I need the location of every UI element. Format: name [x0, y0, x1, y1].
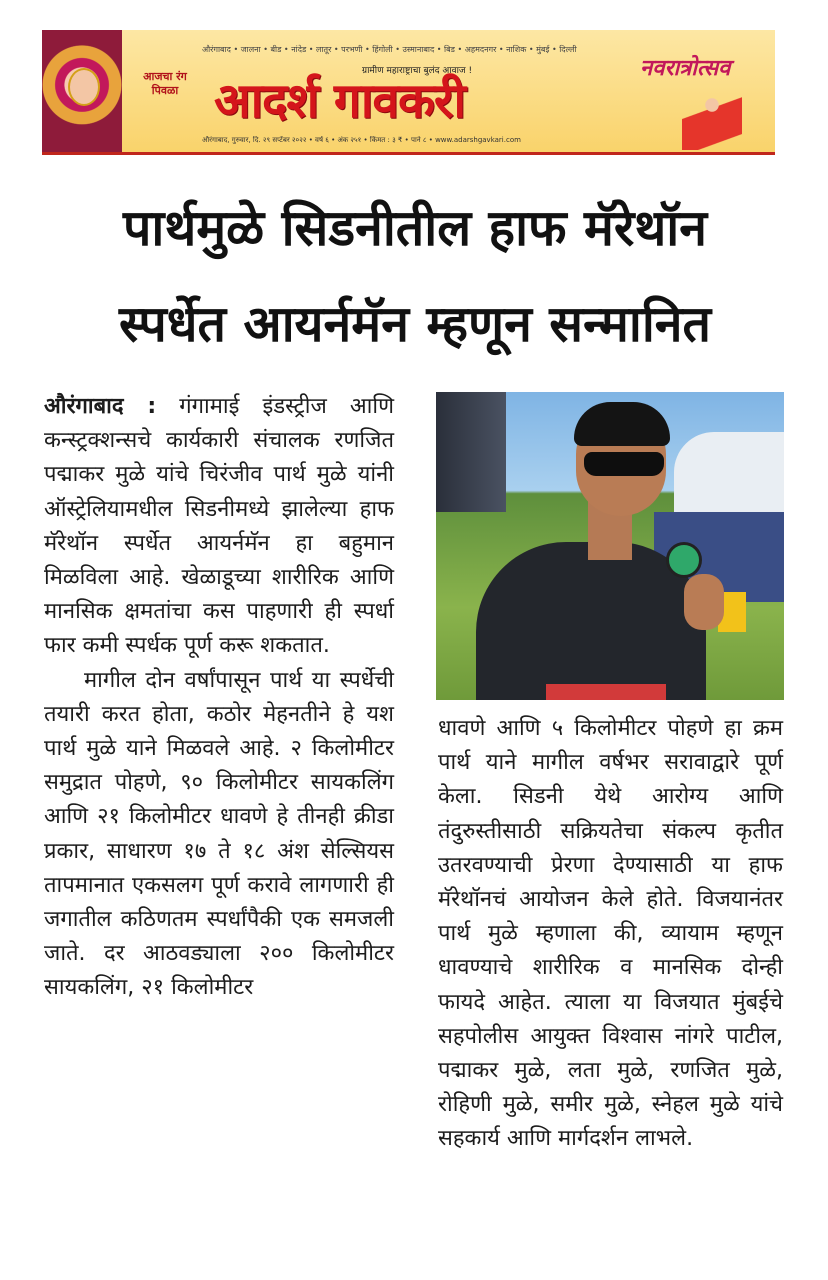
- article-paragraph-2: मागील दोन वर्षांपासून पार्थ या स्पर्धेची तयारी करत होता, कठोर मेहनतीने हे यश पार्थ मुळे याने मिळवले आहे. २ किलोमीटर समुद्रात पोहणे, ९० किलोमीटर सायकलिंग आणि २१ किलोमीटर धावणे हे तीनही क्रीडा प्रकार, साधारण १७ ते १८ अंश सेल्सियस तापमानात एकसलग पूर्ण करावे लागणारी ही जगातील कठिणतम स्पर्धांपैकी एक समजली जाते. दर आठवड्याला २०० किलोमीटर सायकलिंग, २१ किलोमीटर: [44, 667, 394, 1001]
- festival-logo: नवरात्रोत्सव: [640, 56, 731, 81]
- article-paragraph-1: [44, 390, 394, 664]
- article-paragraph-3: धावणे आणि ५ किलोमीटर पोहणे हा क्रम पार्थ याने मागील वर्षभर सरावाद्वारे पूर्ण केला. सिडनी येथे आरोग्य आणि तंदुरुस्तीसाठी सक्रियतेचा संकल्प कृतीत उतरवण्याची प्रेरणा देण्यासाठी या हाफ मॅरेथॉनचं आयोजन केले होते. विजयानंतर पार्थ मुळे म्हणाला की, व्यायाम म्हणून धावण्याचे शारीरिक व मानसिक दोन्ही फायदे आहेत. त्याला या विजयात मुंबईचे सहपोलीस आयुक्त विश्वास नांगरे पाटील, पद्माकर मुळे, लता मुळे, रणजित मुळे, रोहिणी मुळे, समीर मुळे, स्नेहल मुळे यांचे सहकार्य आणि मार्गदर्शन लाभले.: [438, 716, 783, 1152]
- color-of-the-day: आजचा रंग पिवळा: [143, 70, 187, 97]
- article-headline: [30, 180, 800, 372]
- article-dateline: औरंगाबाद :: [44, 394, 157, 419]
- medal-icon: [666, 542, 702, 578]
- issue-dateline: औरंगाबाद, गुरुवार, दि. २९ सप्टेंबर २०२२ • वर्ष ६ • अंक २५१ • किंमत : ३ ₹ • पाने ८ • www.adarshgavkari.com: [202, 136, 521, 144]
- edition-cities: औरंगाबाद • जालना • बीड • नांदेड • लातूर • परभणी • हिंगोली • उस्मानाबाद • बिड • अहमदनगर • नाशिक • मुंबई • दिल्ली: [202, 45, 577, 54]
- dancer-illustration: [682, 90, 742, 150]
- goddess-illustration: [42, 30, 122, 152]
- headline-line-1: पार्थमुळे सिडनीतील हाफ मॅरेथॉन: [122, 199, 708, 257]
- headline-line-2: स्पर्धेत आयर्नमॅन म्हणून सन्मानित: [118, 295, 712, 353]
- article-photo: [436, 392, 784, 700]
- paragraph-1-text: गंगामाई इंडस्ट्रीज आणि कन्स्ट्रक्शन्सचे कार्यकारी संचालक रणजित पद्माकर मुळे यांचे चिरंजीव पार्थ मुळे यांनी ऑस्ट्रेलियामधील सिडनीमध्ये झालेल्या हाफ मॅरेथॉन स्पर्धेत आयर्नमॅन हा बहुमान मिळविला आहे. खेळाडूच्या शारीरिक आणि मानसिक क्षमतांचा कस पाहणारी ही स्पर्धा फार कमी स्पर्धक पूर्ण करू शकतात.: [44, 394, 394, 659]
- newspaper-name: आदर्श गावकरी: [214, 73, 465, 129]
- newspaper-masthead: [42, 30, 775, 155]
- article-column-right: [438, 712, 783, 1157]
- masthead-slogan: ग्रामीण महाराष्ट्राचा बुलंद आवाज !: [362, 66, 473, 76]
- article-column-left: [44, 390, 394, 1006]
